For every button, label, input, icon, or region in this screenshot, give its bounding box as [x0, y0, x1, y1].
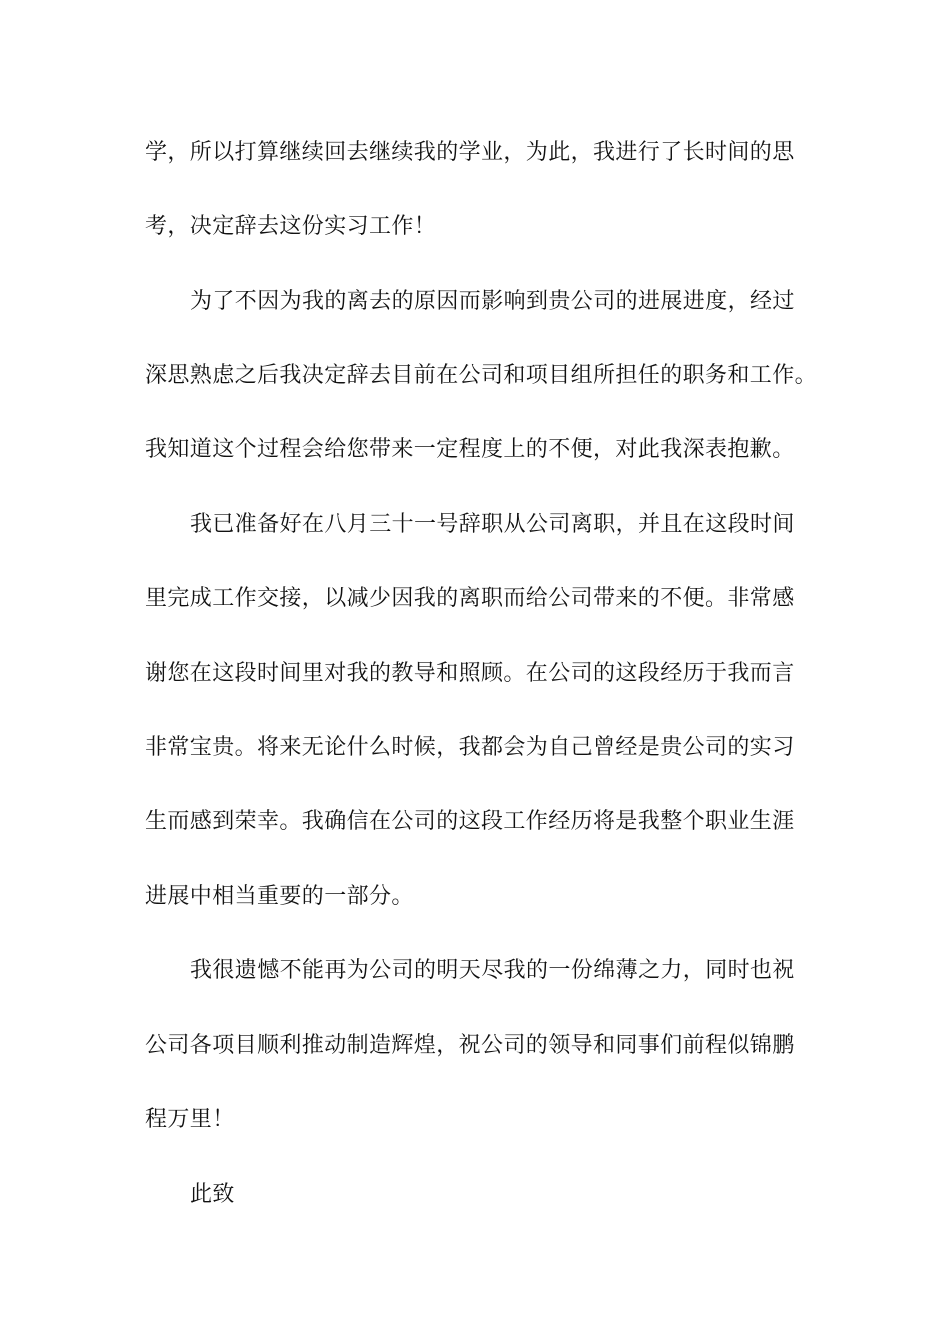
text-line-13: 公司各项目顺利推动制造辉煌，祝公司的领导和同事们前程似锦鹏	[145, 1033, 795, 1058]
text-line-14: 程万里！	[145, 1107, 235, 1132]
text-line-4: 深思熟虑之后我决定辞去目前在公司和项目组所担任的职务和工作。	[145, 363, 818, 388]
paragraph-3-line-1: 我已准备好在八月三十一号辞职从公司离职，并且在这段时间	[190, 512, 795, 537]
paragraph-4-line-1: 我很遗憾不能再为公司的明天尽我的一份绵薄之力，同时也祝	[190, 958, 795, 983]
text-line-7: 里完成工作交接，以减少因我的离职而给公司带来的不便。非常感	[145, 586, 795, 611]
text-line-9: 非常宝贵。将来无论什么时候，我都会为自己曾经是贵公司的实习	[145, 735, 795, 760]
text-line-8: 谢您在这段时间里对我的教导和照顾。在公司的这段经历于我而言	[145, 661, 795, 686]
text-line-11: 进展中相当重要的一部分。	[145, 884, 414, 909]
text-line-5: 我知道这个过程会给您带来一定程度上的不便，对此我深表抱歉。	[145, 437, 795, 462]
text-line-10: 生而感到荣幸。我确信在公司的这段工作经历将是我整个职业生涯	[145, 809, 795, 834]
closing-salutation: 此致	[190, 1182, 235, 1207]
text-line-2: 考，决定辞去这份实习工作！	[145, 214, 437, 239]
paragraph-2-line-1: 为了不因为我的离去的原因而影响到贵公司的进展进度，经过	[190, 289, 795, 314]
text-line-1: 学，所以打算继续回去继续我的学业，为此，我进行了长时间的思	[145, 140, 795, 165]
